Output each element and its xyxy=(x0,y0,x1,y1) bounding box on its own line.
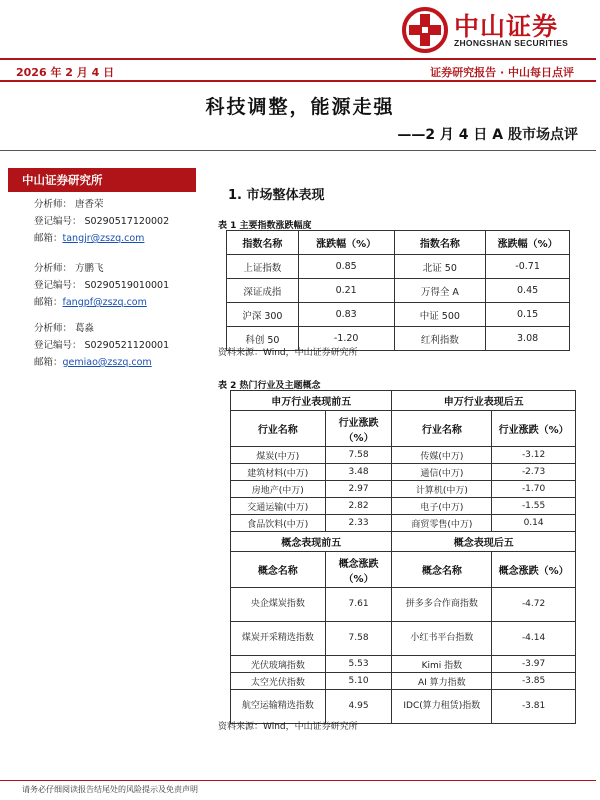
table-source: 资料来源：Wind，中山证券研究所 xyxy=(218,722,358,732)
company-logo xyxy=(402,5,582,55)
analyst-name: 分析师： 唐香荣 xyxy=(34,199,104,210)
analyst-email-link[interactable]: tangjr@zszq.com xyxy=(62,233,145,244)
table-cell: 5.53 xyxy=(325,656,392,673)
table-row xyxy=(231,498,576,515)
table-cell: Kimi 指数 xyxy=(392,656,492,673)
analyst-email-link[interactable]: gemiao@zszq.com xyxy=(62,357,152,368)
report-series: 证券研究报告 · 中山每日点评 xyxy=(430,66,574,79)
column-header: 概念名称 xyxy=(231,552,326,588)
logo-name-cn: 中山证券 xyxy=(454,12,559,41)
table-row xyxy=(227,255,570,279)
table-cell: 交通运输(中万) xyxy=(231,498,326,515)
table-row xyxy=(231,464,576,481)
divider xyxy=(0,150,596,151)
table-cell: 食品饮料(中万) xyxy=(231,515,326,532)
email-label: 邮箱： xyxy=(34,297,63,308)
table-row xyxy=(231,588,576,622)
column-header: 指数名称 xyxy=(394,231,486,255)
section-title: 1. 市场整体表现 xyxy=(228,188,325,203)
report-date: 2026 年 2 月 4 日 xyxy=(16,66,115,79)
table-cell: -2.73 xyxy=(492,464,576,481)
table-row xyxy=(227,279,570,303)
table-header-row xyxy=(231,552,576,588)
report-subtitle: ——2 月 4 日 A 股市场点评 xyxy=(397,127,578,143)
analyst-card xyxy=(34,320,169,371)
table-header-row xyxy=(231,411,576,447)
analyst-reg: 登记编号： S0290521120001 xyxy=(34,340,170,351)
column-header: 涨跌幅（%） xyxy=(298,231,394,255)
table-cell: 0.85 xyxy=(298,255,394,279)
column-header: 行业名称 xyxy=(392,411,492,447)
table-source: 资料来源：Wind，中山证券研究所 xyxy=(218,348,358,358)
table-header-row xyxy=(227,231,570,255)
table-cell: 4.95 xyxy=(325,690,392,724)
table-cell: 建筑材料(中万) xyxy=(231,464,326,481)
table-band-row xyxy=(231,532,576,552)
column-header: 涨跌幅（%） xyxy=(486,231,570,255)
table-cell: 航空运输精选指数 xyxy=(231,690,326,724)
table-cell: 0.15 xyxy=(486,303,570,327)
table-cell: 煤炭开采精选指数 xyxy=(231,622,326,656)
table-cell: 传媒(中万) xyxy=(392,447,492,464)
table-cell: 2.82 xyxy=(325,498,392,515)
table-cell: -1.20 xyxy=(298,327,394,351)
table-cell: 上证指数 xyxy=(227,255,299,279)
table-cell: 3.48 xyxy=(325,464,392,481)
table-row xyxy=(231,481,576,498)
zhongshan-logo-icon xyxy=(402,7,448,53)
table-band-row xyxy=(231,391,576,411)
table-cell: 3.08 xyxy=(486,327,570,351)
divider xyxy=(0,780,596,781)
table-cell: IDC(算力租赁)指数 xyxy=(392,690,492,724)
table-cell: -3.85 xyxy=(492,673,576,690)
table-cell: 0.83 xyxy=(298,303,394,327)
table-cell: 煤炭(中万) xyxy=(231,447,326,464)
table-cell: 7.58 xyxy=(325,447,392,464)
table-cell: -3.97 xyxy=(492,656,576,673)
table-cell: 太空光伏指数 xyxy=(231,673,326,690)
analyst-name: 分析师： 葛淼 xyxy=(34,323,95,334)
email-label: 邮箱： xyxy=(34,357,63,368)
sector-concept-table xyxy=(230,390,576,724)
column-header: 行业涨跌（%） xyxy=(325,411,392,447)
band-header: 申万行业表现前五 xyxy=(231,391,392,411)
table-cell: 计算机(中万) xyxy=(392,481,492,498)
analyst-email-link[interactable]: fangpf@zszq.com xyxy=(62,297,147,308)
analyst-card xyxy=(34,196,169,247)
table-row xyxy=(231,656,576,673)
table-cell: -3.12 xyxy=(492,447,576,464)
table-cell: 科创 50 xyxy=(227,327,299,351)
band-header: 申万行业表现后五 xyxy=(392,391,576,411)
band-header: 概念表现前五 xyxy=(231,532,392,552)
table-cell: -4.72 xyxy=(492,588,576,622)
column-header: 行业涨跌（%） xyxy=(492,411,576,447)
table-cell: 深证成指 xyxy=(227,279,299,303)
column-header: 概念名称 xyxy=(392,552,492,588)
table-cell: 通信(中万) xyxy=(392,464,492,481)
analyst-card xyxy=(34,260,169,311)
table-cell: 万得全 A xyxy=(394,279,486,303)
sidebar-heading: 中山证券研究所 xyxy=(8,168,196,190)
table-cell: 拼多多合作商指数 xyxy=(392,588,492,622)
table-cell: 0.21 xyxy=(298,279,394,303)
table-cell: 光伏玻璃指数 xyxy=(231,656,326,673)
table-cell: 2.33 xyxy=(325,515,392,532)
table-cell: 沪深 300 xyxy=(227,303,299,327)
column-header: 概念涨跌（%） xyxy=(492,552,576,588)
table-cell: -4.14 xyxy=(492,622,576,656)
analyst-reg: 登记编号： S0290517120002 xyxy=(34,216,170,227)
table-caption: 表 2 热门行业及主题概念 xyxy=(218,381,321,391)
table-cell: 中证 500 xyxy=(394,303,486,327)
table-cell: 商贸零售(中万) xyxy=(392,515,492,532)
table-row xyxy=(227,303,570,327)
table-cell: 0.14 xyxy=(492,515,576,532)
table-cell: 房地产(中万) xyxy=(231,481,326,498)
table-cell: 央企煤炭指数 xyxy=(231,588,326,622)
index-performance-table xyxy=(226,230,570,351)
table-cell: 5.10 xyxy=(325,673,392,690)
table-cell: 电子(中万) xyxy=(392,498,492,515)
email-label: 邮箱： xyxy=(34,233,63,244)
column-header: 指数名称 xyxy=(227,231,299,255)
column-header: 概念涨跌（%） xyxy=(325,552,392,588)
table-caption: 表 1 主要指数涨跌幅度 xyxy=(218,221,312,231)
band-header: 概念表现后五 xyxy=(392,532,576,552)
table-cell: 7.58 xyxy=(325,622,392,656)
table-row xyxy=(231,515,576,532)
table-cell: -1.55 xyxy=(492,498,576,515)
table-cell: 小红书平台指数 xyxy=(392,622,492,656)
table-cell: -3.81 xyxy=(492,690,576,724)
divider xyxy=(8,190,196,192)
analyst-reg: 登记编号： S0290519010001 xyxy=(34,280,170,291)
table-cell: -1.70 xyxy=(492,481,576,498)
table-row xyxy=(231,673,576,690)
table-cell: 北证 50 xyxy=(394,255,486,279)
column-header: 行业名称 xyxy=(231,411,326,447)
report-title: 科技调整，能源走强 xyxy=(205,96,395,118)
table-cell: 红利指数 xyxy=(394,327,486,351)
logo-name-en: ZHONGSHAN SECURITIES xyxy=(454,38,569,48)
footer-disclaimer: 请务必仔细阅读报告结尾处的风险提示及免责声明 xyxy=(22,785,198,794)
table-cell: 7.61 xyxy=(325,588,392,622)
table-cell: AI 算力指数 xyxy=(392,673,492,690)
table-row xyxy=(231,447,576,464)
table-row xyxy=(231,622,576,656)
table-cell: -0.71 xyxy=(486,255,570,279)
analyst-name: 分析师： 方鹏飞 xyxy=(34,263,104,274)
report-header-bar xyxy=(0,58,596,82)
table-cell: 2.97 xyxy=(325,481,392,498)
table-cell: 0.45 xyxy=(486,279,570,303)
